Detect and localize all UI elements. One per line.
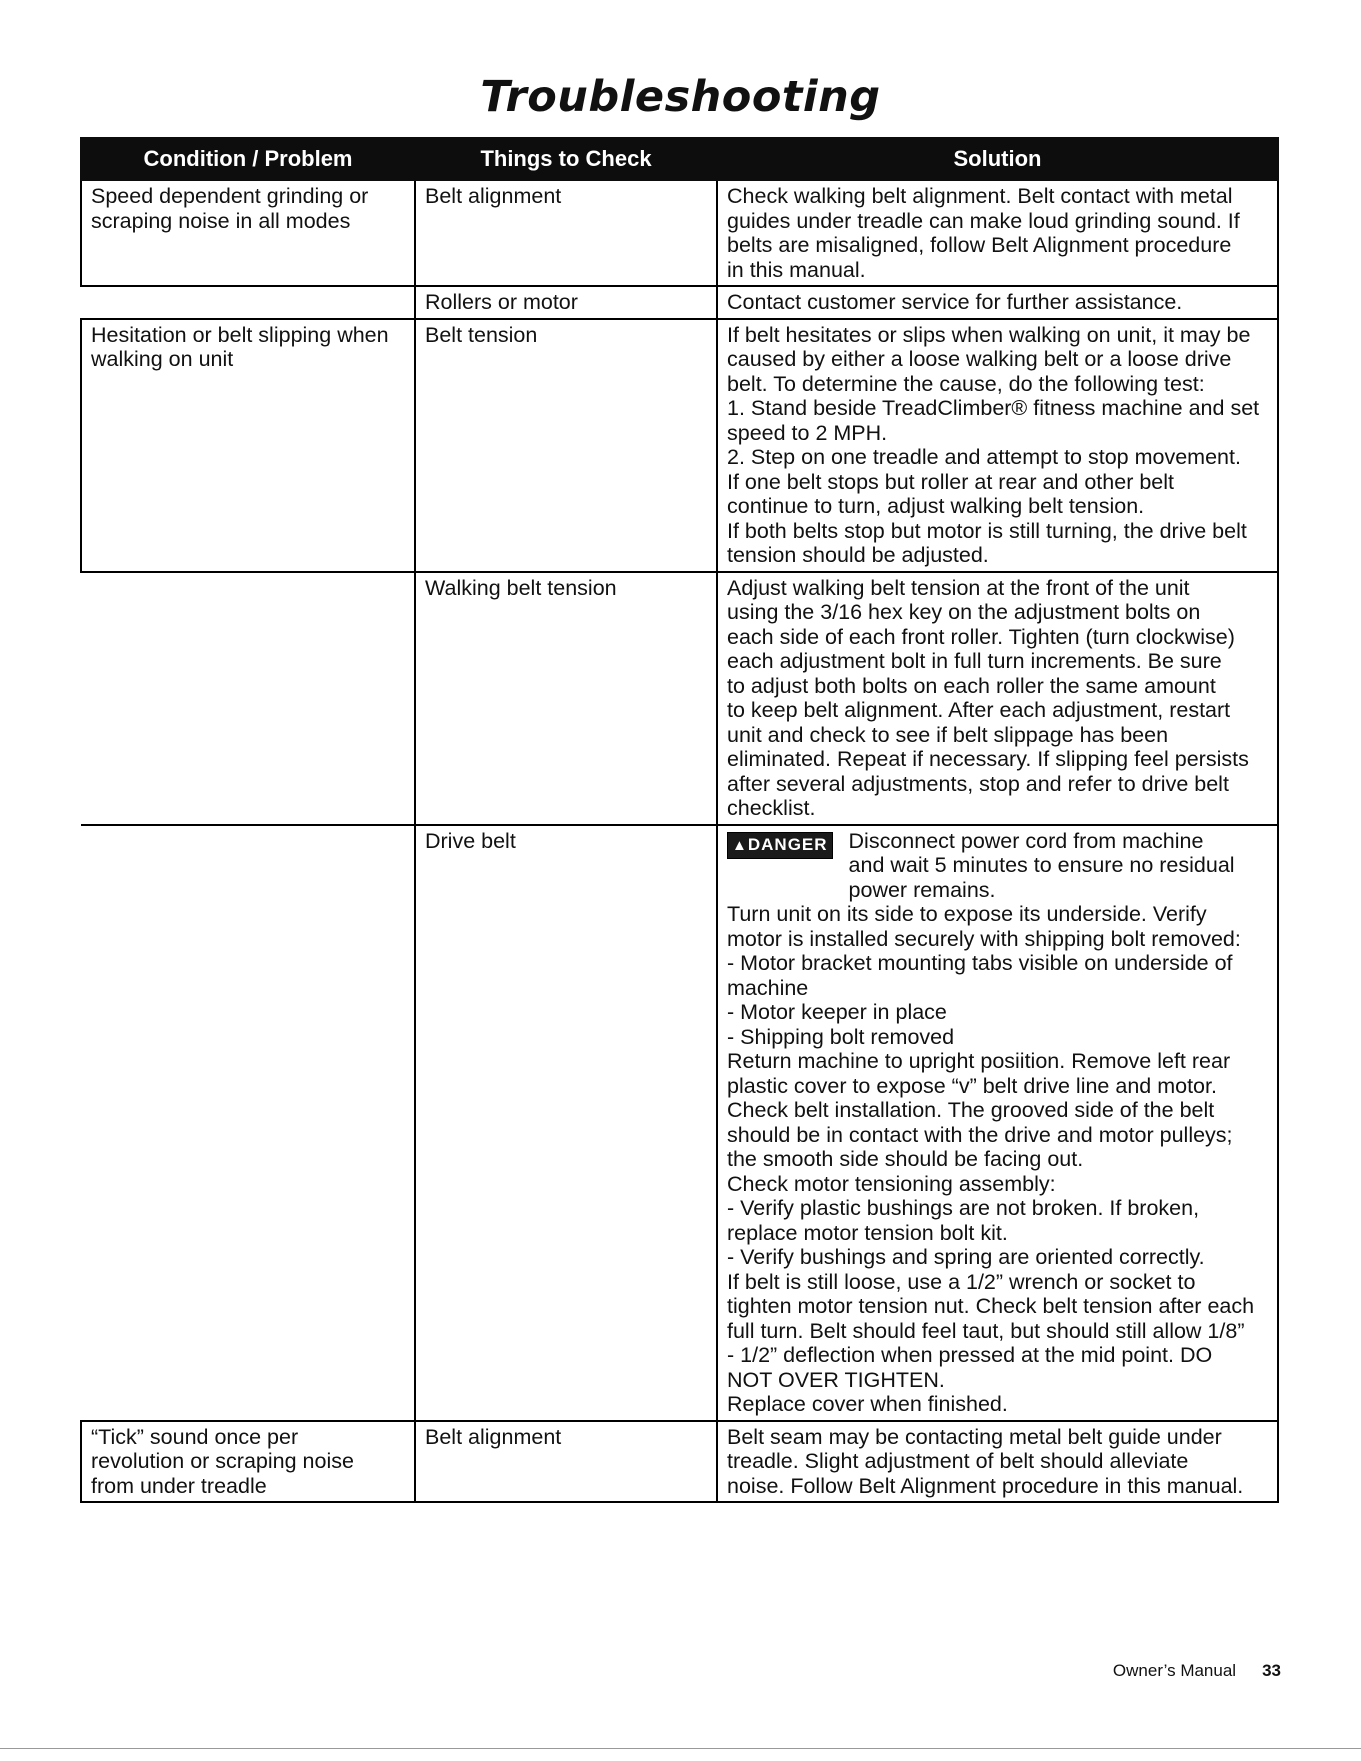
- header-condition: Condition / Problem: [81, 138, 415, 180]
- solution-line: - Verify plastic bushings are not broken. If broken,: [727, 1196, 1200, 1220]
- solution-line: - Shipping bolt removed: [727, 1024, 955, 1049]
- condition-cell: [81, 180, 415, 286]
- warning-triangle-icon: ▲: [732, 836, 748, 854]
- danger-notice: [727, 829, 1271, 903]
- solution-line: belts are misaligned, follow Belt Alignment procedure: [727, 233, 1232, 257]
- table-row: [81, 286, 1278, 319]
- condition-line: scraping noise in all modes: [91, 208, 351, 233]
- solution-line: motor is installed securely with shipping bolt removed:: [727, 926, 1241, 951]
- table-header-row: [81, 138, 1278, 180]
- condition-line: walking on unit: [91, 347, 234, 371]
- solution-line: Turn unit on its side to expose its underside. Verify: [727, 902, 1207, 926]
- solution-line: in this manual.: [727, 257, 866, 282]
- solution-line: the smooth side should be facing out.: [727, 1147, 1084, 1171]
- header-things-to-check: Things to Check: [415, 138, 717, 180]
- danger-badge: [727, 832, 833, 859]
- solution-line: Contact customer service for further assistance.: [727, 290, 1183, 314]
- solution-line: - 1/2” deflection when pressed at the mid point. DO: [727, 1343, 1213, 1367]
- solution-line: - Motor bracket mounting tabs visible on underside of: [727, 951, 1233, 975]
- solution-line: unit and check to see if belt slippage has been: [727, 722, 1169, 747]
- solution-line: full turn. Belt should feel taut, but should still allow 1/8”: [727, 1318, 1245, 1343]
- solution-cell: [717, 1421, 1278, 1503]
- header-solution: Solution: [717, 138, 1278, 180]
- solution-line: Return machine to upright posiition. Remove left rear: [727, 1049, 1231, 1073]
- solution-cell: [717, 319, 1278, 572]
- solution-line: Adjust walking belt tension at the front of the unit: [727, 575, 1190, 600]
- solution-line: tighten motor tension nut. Check belt tension after each: [727, 1294, 1255, 1318]
- solution-line: each adjustment bolt in full turn increments. Be sure: [727, 649, 1222, 673]
- solution-line: Belt seam may be contacting metal belt guide under: [727, 1424, 1222, 1449]
- table-row: [81, 180, 1278, 286]
- condition-line: Speed dependent grinding or: [91, 184, 369, 208]
- page-footer: [1113, 1661, 1281, 1681]
- solution-line: If belt is still loose, use a 1/2” wrench or socket to: [727, 1269, 1196, 1294]
- condition-line: “Tick” sound once per: [91, 1424, 299, 1449]
- solution-line: using the 3/16 hex key on the adjustment bolts on: [727, 600, 1201, 624]
- danger-text: [849, 829, 1271, 903]
- condition-cell-empty: [81, 825, 415, 1421]
- solution-line: replace motor tension bolt kit.: [727, 1220, 1008, 1245]
- check-cell: Belt tension: [415, 319, 717, 572]
- solution-line: 1. Stand beside TreadClimber® fitness machine and set: [727, 396, 1260, 420]
- danger-line: and wait 5 minutes to ensure no residual: [848, 853, 1235, 877]
- page-title: Troubleshooting: [480, 72, 881, 122]
- condition-cell-empty: [81, 572, 415, 825]
- solution-line: caused by either a loose walking belt or a loose drive: [727, 347, 1232, 371]
- solution-line: Check belt installation. The grooved side of the belt: [727, 1098, 1215, 1122]
- solution-line: should be in contact with the drive and motor pulleys;: [727, 1122, 1233, 1147]
- danger-label: DANGER: [747, 834, 828, 854]
- condition-line: Hesitation or belt slipping when: [91, 322, 389, 347]
- check-cell: Rollers or motor: [415, 286, 717, 319]
- solution-line: eliminated. Repeat if necessary. If slipping feel persists: [727, 747, 1249, 771]
- solution-line: If one belt stops but roller at rear and other belt: [727, 469, 1174, 494]
- solution-line: each side of each front roller. Tighten (turn clockwise): [727, 624, 1235, 649]
- solution-line: noise. Follow Belt Alignment procedure in this manual.: [727, 1473, 1244, 1498]
- solution-line: Replace cover when finished.: [727, 1392, 1008, 1416]
- solution-line: checklist.: [727, 796, 816, 820]
- solution-line: speed to 2 MPH.: [727, 420, 888, 445]
- solution-line: continue to turn, adjust walking belt tension.: [727, 494, 1145, 518]
- solution-line: guides under treadle can make loud grinding sound. If: [727, 208, 1240, 233]
- solution-cell: [717, 286, 1278, 319]
- solution-line: - Verify bushings and spring are oriented correctly.: [727, 1245, 1205, 1269]
- solution-line: 2. Step on one treadle and attempt to stop movement.: [727, 445, 1241, 469]
- solution-line: plastic cover to expose “v” belt drive line and motor.: [727, 1073, 1217, 1098]
- solution-line: Check walking belt alignment. Belt contact with metal: [727, 184, 1233, 208]
- solution-line: to adjust both bolts on each roller the same amount: [727, 673, 1216, 698]
- danger-line: Disconnect power cord from machine: [848, 828, 1204, 853]
- solution-line: If belt hesitates or slips when walking on unit, it may be: [727, 322, 1251, 347]
- solution-line: NOT OVER TIGHTEN.: [727, 1367, 945, 1392]
- solution-line: tension should be adjusted.: [727, 543, 989, 567]
- table-row: [81, 825, 1278, 1421]
- bottom-rule: [0, 1748, 1361, 1749]
- troubleshooting-table: [80, 137, 1279, 1503]
- solution-line: after several adjustments, stop and refer to drive belt: [727, 771, 1229, 796]
- solution-line: treadle. Slight adjustment of belt should alleviate: [727, 1449, 1189, 1473]
- solution-line: belt. To determine the cause, do the following test:: [727, 371, 1205, 396]
- check-cell: Belt alignment: [415, 1421, 717, 1503]
- solution-cell: [717, 825, 1278, 1421]
- check-cell: Drive belt: [415, 825, 717, 1421]
- solution-line: - Motor keeper in place: [727, 1000, 947, 1024]
- condition-cell: [81, 1421, 415, 1503]
- check-cell: Walking belt tension: [415, 572, 717, 825]
- solution-cell: [717, 180, 1278, 286]
- danger-line: power remains.: [848, 877, 996, 902]
- solution-line: If both belts stop but motor is still turning, the drive belt: [727, 518, 1247, 543]
- condition-line: revolution or scraping noise: [91, 1449, 354, 1473]
- solution-line: Check motor tensioning assembly:: [727, 1171, 1056, 1196]
- table-row: [81, 1421, 1278, 1503]
- page-number: 33: [1262, 1661, 1281, 1680]
- check-cell: Belt alignment: [415, 180, 717, 286]
- condition-line: from under treadle: [91, 1473, 267, 1498]
- solution-line: machine: [727, 975, 809, 1000]
- footer-label: Owner’s Manual: [1112, 1661, 1237, 1680]
- solution-cell: [717, 572, 1278, 825]
- condition-cell: [81, 319, 415, 572]
- solution-line: to keep belt alignment. After each adjustment, restart: [727, 698, 1231, 722]
- table-row: [81, 572, 1278, 825]
- table-row: [81, 319, 1278, 572]
- condition-cell-empty: [81, 286, 415, 319]
